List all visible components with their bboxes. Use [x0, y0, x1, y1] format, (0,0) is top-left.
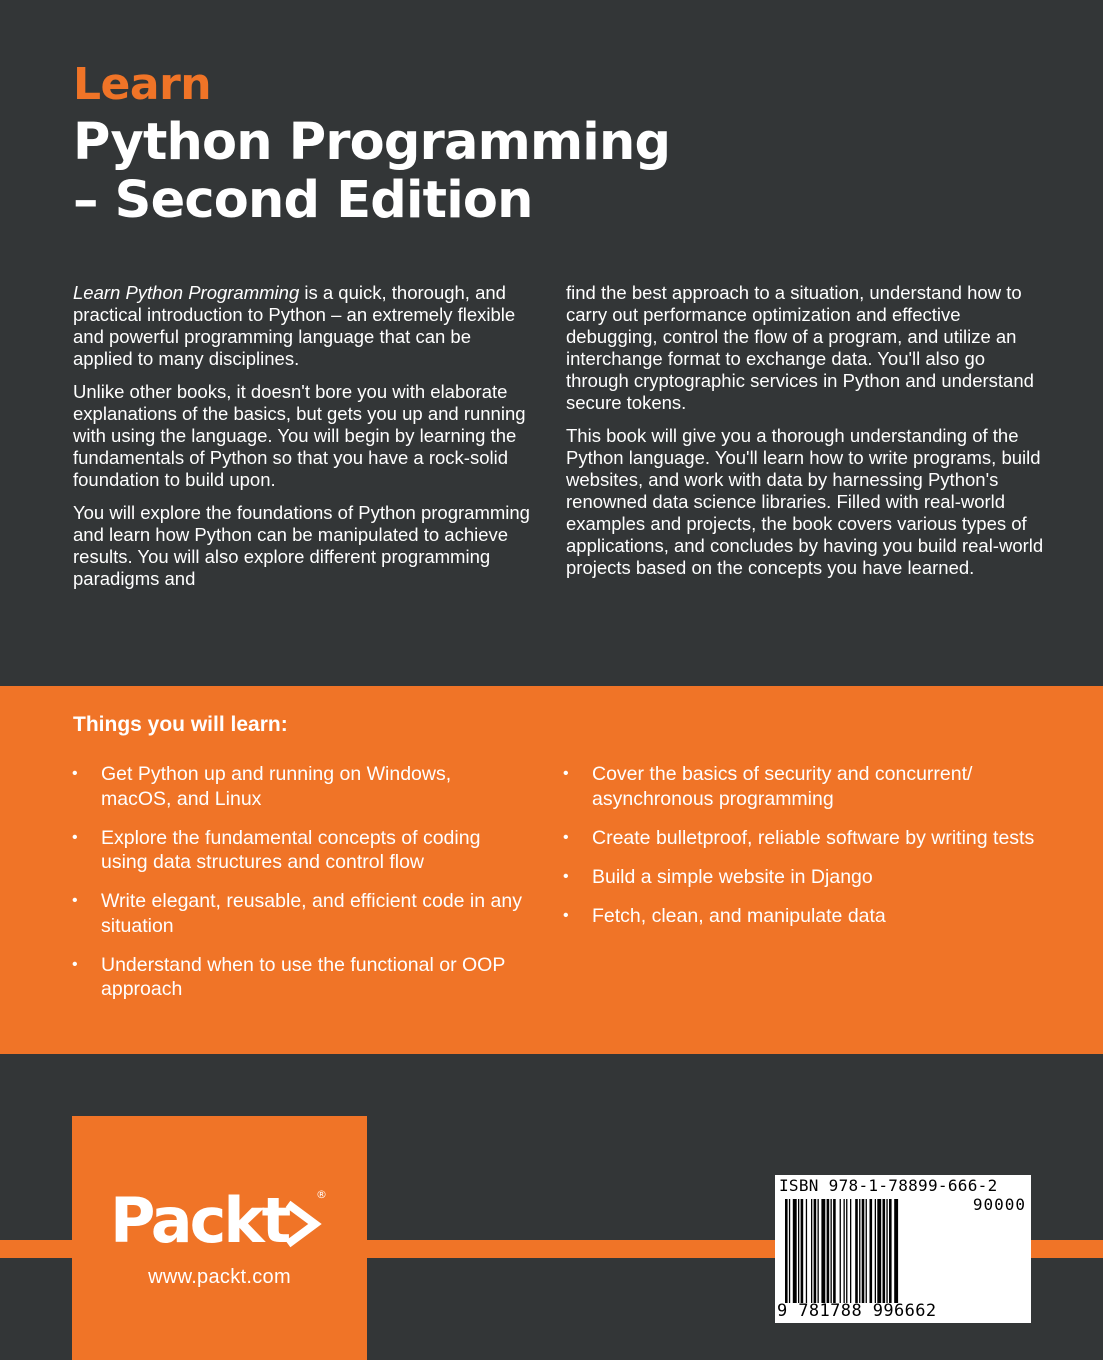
barcode-bar [814, 1199, 817, 1303]
chevron-right-icon [288, 1204, 315, 1244]
bullet-icon: • [563, 828, 569, 846]
title-line-2: – Second Edition [73, 171, 533, 230]
registered-mark: ® [316, 1188, 327, 1201]
learn-heading: Things you will learn: [73, 713, 288, 736]
list-item [563, 762, 1043, 811]
list-item-text: Build a simple website in Django [592, 865, 873, 888]
bullet-icon: • [72, 955, 78, 973]
publisher-logo-block [72, 1116, 367, 1360]
description-paragraph-1 [73, 282, 533, 370]
price-code: 90000 [972, 1195, 1026, 1214]
barcode-bar [811, 1199, 812, 1303]
list-item [72, 953, 522, 1002]
list-item-text: Fetch, clean, and manipulate data [592, 904, 886, 927]
barcode-bar [859, 1199, 860, 1303]
barcode-bar [798, 1199, 799, 1303]
barcode-bar [785, 1199, 788, 1303]
barcode-bar [870, 1199, 873, 1303]
barcode-bar [883, 1199, 886, 1303]
learn-list-right [563, 762, 1043, 943]
book-name-italic: Learn Python Programming [73, 282, 300, 303]
packt-logo [110, 1184, 330, 1254]
barcode-bar [886, 1199, 887, 1303]
bullet-icon: • [563, 765, 569, 782]
barcode-bar [833, 1199, 836, 1303]
list-item [72, 762, 522, 811]
ean-digits: 9 781788 996662 [777, 1301, 937, 1321]
bullet-icon: • [563, 867, 569, 885]
description-paragraph-3-continued: find the best approach to a situation, understand how to carry out performance optimization and effective debugging, control the flow of a program, and utilize an interchange format to exchange data. You'll also go through cryptographic services in Python and understand secure tokens. [566, 282, 1034, 413]
learn-list-left [72, 762, 522, 1016]
barcode-bar [821, 1199, 825, 1303]
list-item-text: Cover the basics of security and concurrent/ asynchronous programming [592, 763, 973, 810]
description-left-column [73, 282, 533, 601]
barcode-bar [875, 1199, 876, 1303]
barcode-bar [862, 1199, 865, 1303]
publisher-url: www.packt.com [148, 1266, 291, 1288]
barcode-bars [785, 1199, 925, 1303]
barcode-bar [818, 1199, 819, 1303]
list-item [563, 826, 1043, 851]
barcode-bar [793, 1199, 797, 1303]
barcode-bar [831, 1199, 832, 1303]
barcode-bar [846, 1199, 847, 1303]
barcode-bar [850, 1199, 851, 1303]
book-title [73, 56, 670, 230]
barcode-bar [789, 1199, 790, 1303]
packt-logo-text: Packt [110, 1184, 289, 1254]
list-item-text: Create bulletproof, reliable software by writing tests [592, 826, 1035, 849]
description-paragraph-4: This book will give you a thorough understanding of the Python language. You'll learn how to write programs, build websites, and work with data by harnessing Python's renowned data science libraries. Filled with real-world examples and projects, the book covers various types of applications, and concludes by having you build real-world projects based on the concepts you have learned. [566, 425, 1044, 578]
list-item-text: Explore the fundamental concepts of coding using data structures and control flow [101, 826, 481, 873]
list-item [72, 889, 522, 938]
bullet-icon: • [72, 765, 78, 782]
barcode-bar [866, 1199, 867, 1303]
list-item [563, 904, 1043, 929]
bullet-icon: • [72, 828, 78, 846]
isbn-text: ISBN 978-1-78899-666-2 [779, 1176, 998, 1195]
bullet-icon: • [563, 906, 569, 924]
barcode-bar [801, 1199, 804, 1303]
barcode-bar [877, 1199, 881, 1303]
title-line-1: Python Programming [73, 113, 671, 172]
description-paragraph-2: Unlike other books, it doesn't bore you with elaborate explanations of the basics, but gets you up and running with using the language. You will begin by learning the fundamentals of Python so that you have a rock-solid foundation to build upon. [73, 381, 526, 490]
barcode-bar [855, 1199, 858, 1303]
barcode-bar [840, 1199, 841, 1303]
description-p1-text: is a quick, thorough, and practical introduction to Python – an extremely flexible and powerful programming language that can be applied to many disciplines. [73, 282, 516, 369]
list-item-text: Get Python up and running on Windows, macOS, and Linux [101, 763, 452, 810]
barcode-bar [827, 1199, 830, 1303]
barcode-bar [806, 1199, 807, 1303]
title-learn-word: Learn [73, 59, 212, 110]
bullet-icon: • [72, 892, 78, 909]
description-paragraph-3: You will explore the foundations of Python programming and learn how Python can be manipulated to achieve results. You will also explore different programming paradigms and [73, 502, 530, 589]
barcode-bar [894, 1199, 898, 1303]
list-item [72, 826, 522, 875]
list-item-text: Understand when to use the functional or OOP approach [101, 953, 505, 1000]
barcode-bar [844, 1199, 845, 1303]
list-item-text: Write elegant, reusable, and efficient code in any situation [101, 890, 522, 937]
isbn-barcode [775, 1175, 1031, 1323]
description-right-column [566, 282, 1046, 590]
barcode-bar [889, 1199, 892, 1303]
list-item [563, 865, 1043, 890]
